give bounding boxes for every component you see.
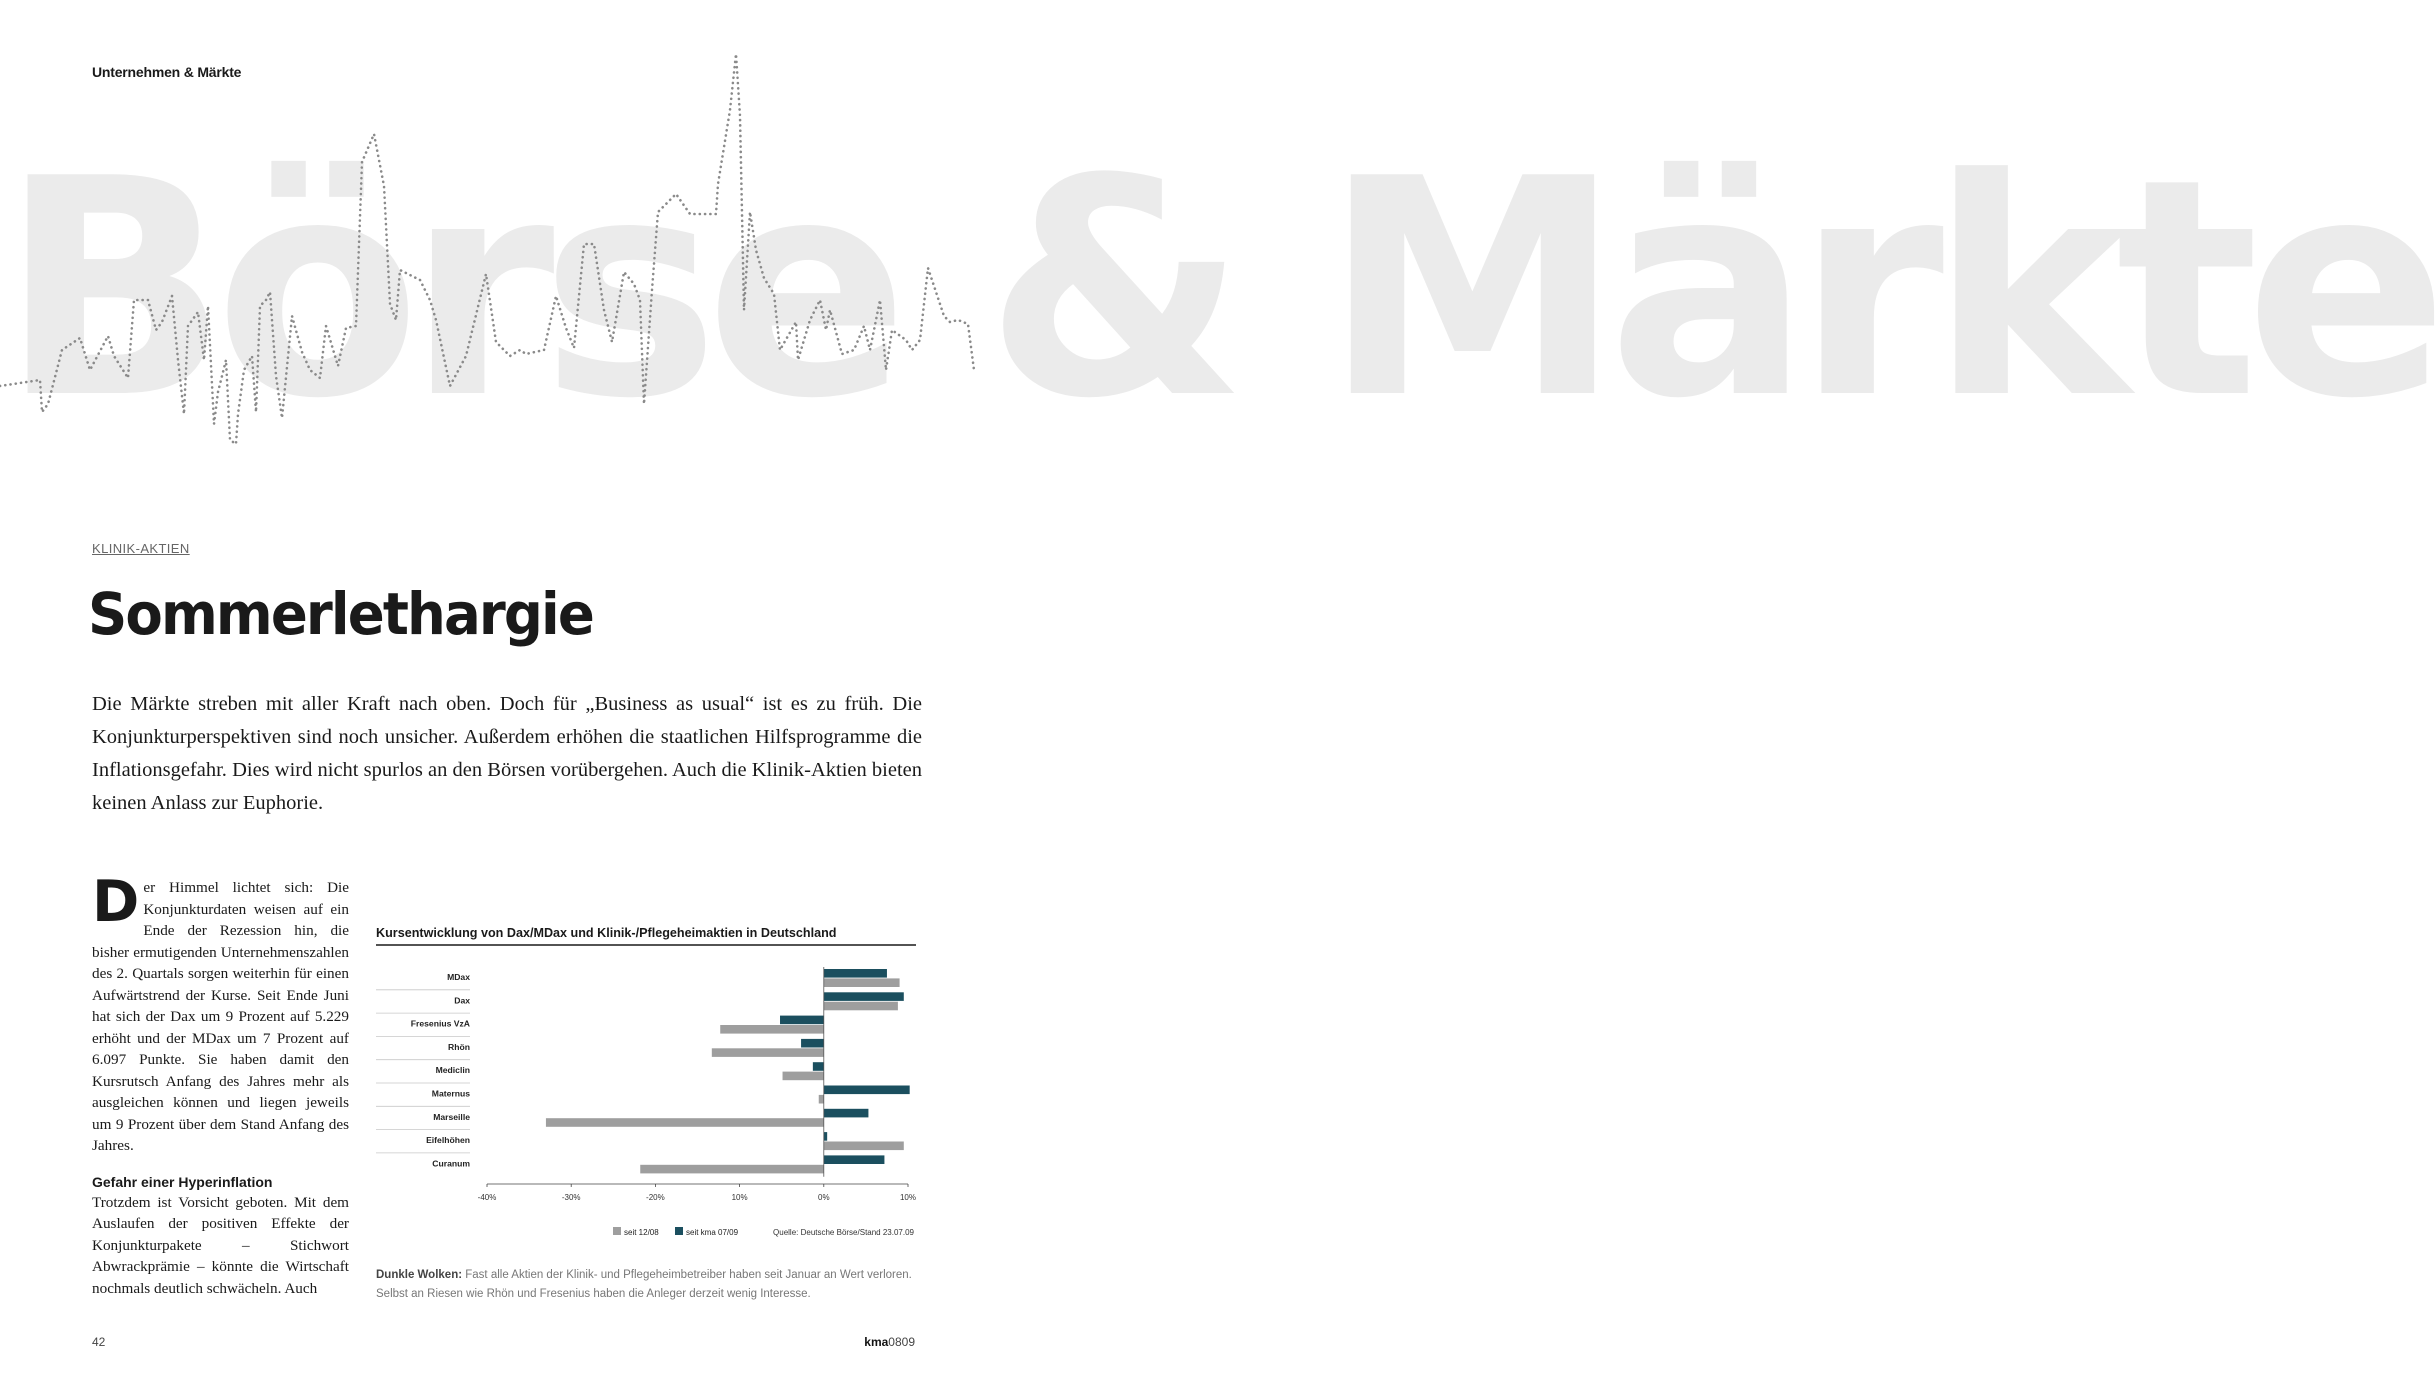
magazine-name: kma xyxy=(864,1335,889,1349)
background-word: Börse & Märkte xyxy=(0,115,2435,464)
chart-legend-label: seit 12/08 xyxy=(624,1228,659,1237)
chart-bar xyxy=(824,969,887,978)
chart-bar xyxy=(780,1016,824,1025)
chart-bar xyxy=(824,1002,898,1011)
chart-caption xyxy=(376,1266,916,1303)
article-lead: Die Märkte streben mit aller Kraft nach oben. Doch für „Business as usual“ ist es zu früh. Die Konjunkturperspektiven sind noch unsicher. Außerdem erhöhen die staatlichen Hilfsprogramme die Inflationsgefahr. Dies wird nicht spurlos an den Börsen vorübergehen. Auch die Klinik-Aktien bieten keinen Anlass zur Euphorie. xyxy=(92,693,922,814)
chart-bar xyxy=(824,1132,827,1141)
chart-category-label: Dax xyxy=(454,995,470,1006)
chart-source: Quelle: Deutsche Börse/Stand 23.07.09 xyxy=(773,1228,914,1237)
chart-bar xyxy=(720,1025,824,1034)
chart-tick-label: -40% xyxy=(477,1193,497,1202)
chart-bar xyxy=(801,1039,824,1048)
chart-bar xyxy=(824,1155,885,1164)
chart-category-label: Curanum xyxy=(432,1158,470,1169)
chart-legend-swatch xyxy=(675,1227,683,1235)
chart-bar xyxy=(546,1118,824,1127)
chart-bar xyxy=(712,1048,824,1057)
chart-tick-label: -20% xyxy=(646,1193,665,1202)
body-paragraph-2: Trotzdem ist Vorsicht geboten. Mit dem Auslaufen der positiven Effekte der Konjunkturpakete – Stichwort Abwrackprämie – könnte die Wirtschaft nochmals deutlich schwächeln. Auch xyxy=(92,1193,349,1297)
chart-bar xyxy=(813,1062,824,1071)
chart-category-label: Eifelhöhen xyxy=(426,1135,470,1146)
body-paragraph-1: er Himmel lichtet sich: Die Konjunkturdaten weisen auf ein Ende der Rezession hin, die bisher ermutigenden Unternehmenszahlen des 2. Quartals sorgen weiterhin für einen Aufwärtstrend der Kurse. Seit Ende Juni hat sich der Dax um 9 Prozent auf 5.229 erhöht und der MDax um 7 Prozent auf 6.097 Punkte. Sie haben damit den Kursrutsch Anfang des Jahres mehr als ausgleichen können und liegen jeweils um 9 Prozent über dem Stand Anfang des Jahres. xyxy=(92,879,349,1154)
chart-bar xyxy=(824,1086,910,1095)
chart-tick-label: 10% xyxy=(899,1193,917,1202)
page-number: 42 xyxy=(92,1335,106,1349)
chart-category-label: Mediclin xyxy=(435,1065,470,1076)
chart-title: Kursentwicklung von Dax/MDax und Klinik-/Pflegeheimaktien in Deutschland xyxy=(376,926,837,940)
chart-legend-label: seit kma 07/09 xyxy=(686,1228,739,1237)
body-subheading: Gefahr einer Hyperinflation xyxy=(92,1173,273,1190)
chart-bar xyxy=(819,1095,824,1104)
article-kicker[interactable]: KLINIK-AKTIEN xyxy=(92,541,190,556)
chart-legend-swatch xyxy=(613,1227,621,1235)
chart-bar xyxy=(640,1165,824,1174)
magazine-footer xyxy=(864,1335,915,1349)
chart-category-label: Fresenius VzA xyxy=(410,1018,470,1029)
article-headline: Sommerlethargie xyxy=(88,580,593,648)
chart-category-label: Rhön xyxy=(448,1041,470,1052)
drop-cap: D xyxy=(92,869,140,935)
chart-tick-label: -30% xyxy=(561,1193,581,1202)
chart-bar xyxy=(824,1109,869,1118)
chart-category-label: Marseille xyxy=(433,1111,470,1122)
chart-category-label: Maternus xyxy=(431,1088,470,1099)
caption-text: Fast alle Aktien der Klinik- und Pflegeheimbetreiber haben seit Januar an Wert verloren. Selbst an Riesen wie Rhön und Fresenius haben die Anleger derzeit wenig Interesse. xyxy=(376,1269,912,1300)
chart-bar xyxy=(824,1142,904,1151)
chart-bar xyxy=(783,1072,824,1081)
stock-chart xyxy=(376,920,921,1250)
article-body-column xyxy=(92,869,349,1299)
chart-tick-label: 10% xyxy=(731,1193,748,1202)
magazine-issue: 0809 xyxy=(888,1335,915,1349)
chart-category-label: MDax xyxy=(447,972,470,982)
chart-bar xyxy=(824,992,904,1001)
chart-tick-label: 0% xyxy=(818,1193,830,1202)
section-label: Unternehmen & Märkte xyxy=(92,64,242,80)
caption-label: Dunkle Wolken: xyxy=(376,1269,463,1281)
chart-bar xyxy=(824,978,900,987)
